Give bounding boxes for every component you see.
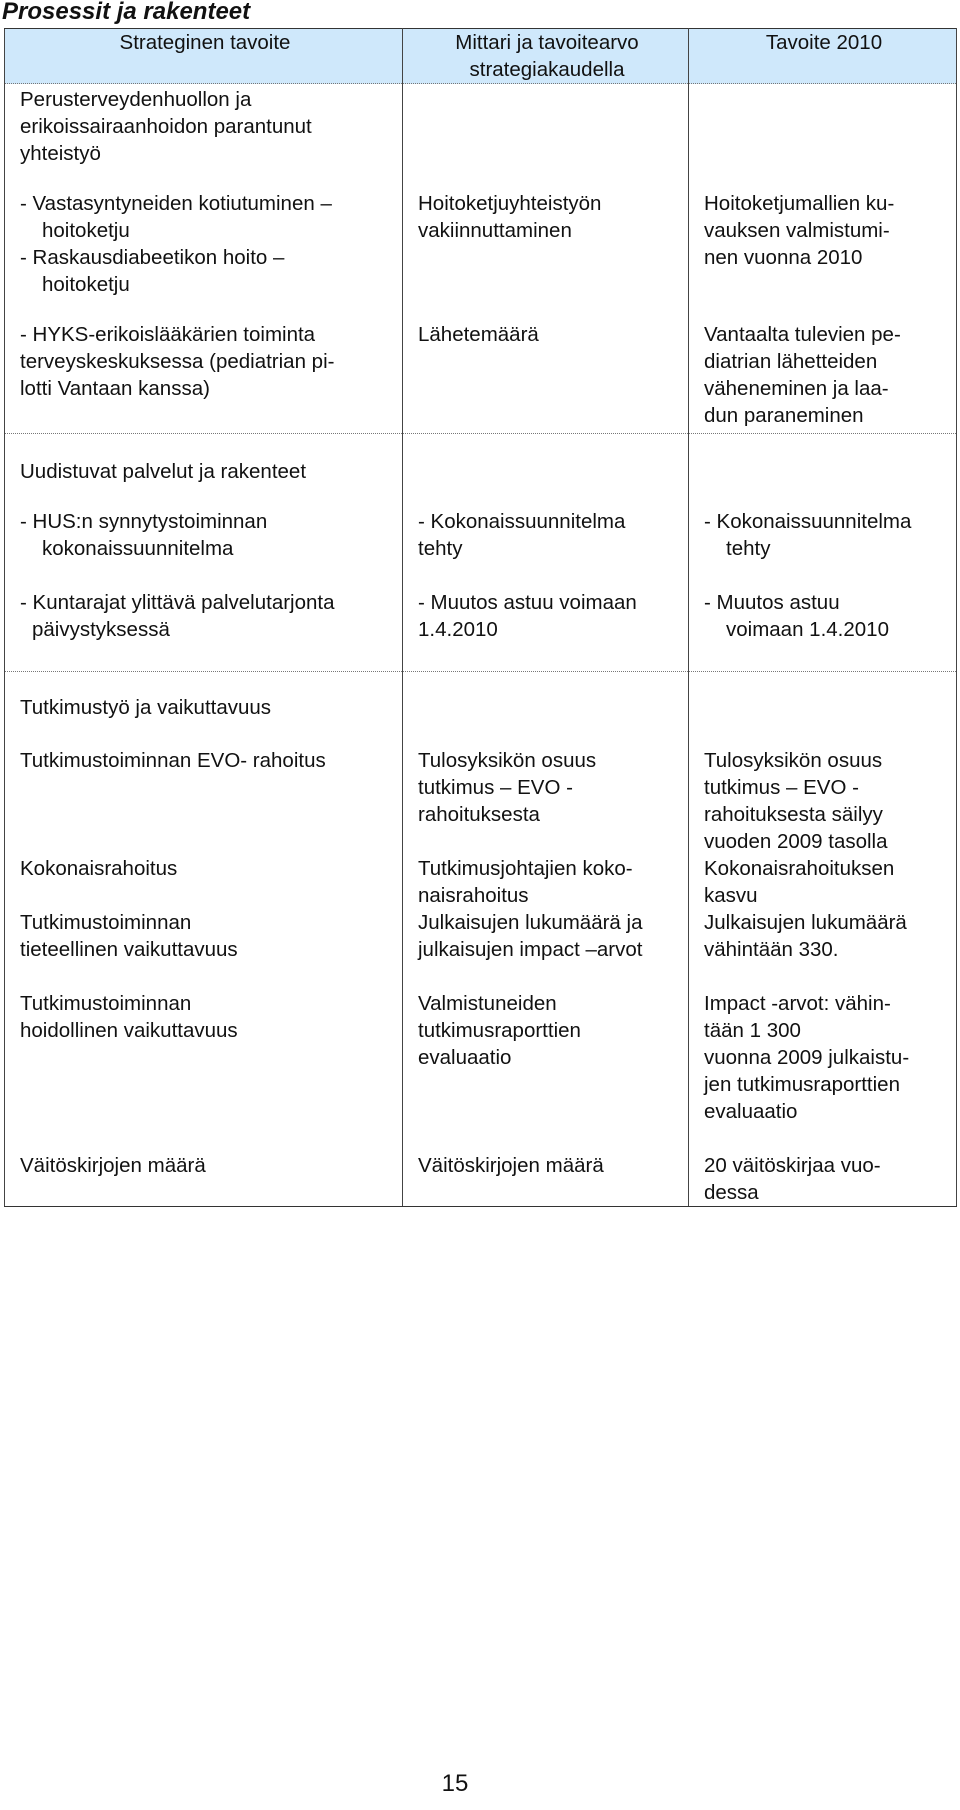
metric-cell: [403, 508, 689, 589]
text-line: tutkimus – EVO -: [704, 776, 859, 799]
text-line: vuoden 2009 tasolla: [704, 830, 888, 853]
text-line: voimaan 1.4.2010: [726, 618, 889, 641]
text-line: hoitoketju: [42, 219, 130, 242]
page-title: Prosessit ja rakenteet: [2, 0, 251, 25]
heading-line: Perusterveydenhuollon ja: [20, 88, 252, 111]
target-cell: [689, 909, 957, 990]
table-row: [5, 747, 957, 855]
text-line: kasvu: [704, 884, 758, 907]
metric-cell: [403, 990, 689, 1152]
table-row: [5, 321, 957, 434]
strategy-table: [4, 28, 957, 1207]
table-row: [5, 909, 957, 990]
target-cell: [689, 589, 957, 672]
heading-line: yhteistyö: [20, 142, 101, 165]
text-line: Valmistuneiden: [418, 992, 557, 1015]
goal-cell: [5, 321, 403, 434]
text-line: vakiinnuttaminen: [418, 219, 572, 242]
section-heading-row: [5, 434, 957, 509]
text-line: Tulosyksikön osuus: [418, 749, 597, 772]
target-cell: [689, 747, 957, 855]
text-line: naisrahoitus: [418, 884, 529, 907]
target-cell: [689, 1152, 957, 1207]
text-line: evaluaatio: [418, 1046, 512, 1069]
table-row: [5, 589, 957, 672]
metric-cell: [403, 190, 689, 321]
metric-cell: [403, 855, 689, 909]
text-line: evaluaatio: [704, 1100, 798, 1123]
section-heading-row: [5, 84, 957, 191]
text-line: Väitöskirjojen määrä: [20, 1154, 206, 1177]
heading-line: Tutkimustyö ja vaikuttavuus: [20, 696, 272, 719]
metric-cell: [403, 1152, 689, 1207]
section-heading-research: [5, 672, 403, 748]
text-line: tutkimusraporttien: [418, 1019, 581, 1042]
table-row: [5, 855, 957, 909]
heading-line: erikoissairaanhoidon parantunut: [20, 115, 312, 138]
header-metric-line-1: Mittari ja tavoitearvo: [455, 31, 639, 54]
goal-cell: [5, 508, 403, 589]
text-line: Kokonaisrahoitus: [20, 857, 178, 880]
text-line: 1.4.2010: [418, 618, 498, 641]
text-line: tehty: [418, 537, 463, 560]
text-line: Vantaalta tulevien pe-: [704, 323, 901, 346]
text-line: - HYKS-erikoislääkärien toiminta: [20, 323, 316, 346]
text-line: tieteellinen vaikuttavuus: [20, 938, 238, 961]
section-heading-services: [5, 434, 403, 509]
target-cell: [689, 508, 957, 589]
text-line: - Kuntarajat ylittävä palvelutarjonta: [20, 591, 335, 614]
header-strategic-goal-label: Strateginen tavoite: [119, 31, 291, 54]
metric-cell: [403, 589, 689, 672]
goal-cell: [5, 990, 403, 1152]
metric-cell: [403, 909, 689, 990]
text-line: dessa: [704, 1181, 759, 1204]
goal-cell: [5, 190, 403, 321]
metric-cell: [403, 747, 689, 855]
text-line: Tutkimusjohtajien koko-: [418, 857, 633, 880]
goal-cell: [5, 909, 403, 990]
page-number: 15: [441, 1770, 469, 1797]
text-line: vuonna 2009 julkaistu-: [704, 1046, 910, 1069]
text-line: Tutkimustoiminnan EVO- rahoitus: [20, 749, 326, 772]
header-target-label: Tavoite 2010: [765, 31, 883, 54]
text-line: päivystyksessä: [32, 618, 170, 641]
text-line: tehty: [726, 537, 771, 560]
goal-cell: [5, 1152, 403, 1207]
header-metric: [403, 29, 689, 84]
text-line: Julkaisujen lukumäärä ja: [418, 911, 643, 934]
text-line: Lähetemäärä: [418, 323, 539, 346]
section-heading-row: [5, 672, 957, 748]
text-line: - Raskausdiabeetikon hoito –: [20, 246, 285, 269]
text-line: kokonaissuunnitelma: [42, 537, 234, 560]
text-line: Julkaisujen lukumäärä: [704, 911, 907, 934]
goal-cell: [5, 589, 403, 672]
header-strategic-goal: [5, 29, 403, 84]
text-line: - Muutos astuu voimaan: [418, 591, 637, 614]
text-line: nen vuonna 2010: [704, 246, 863, 269]
text-line: - Muutos astuu: [704, 591, 840, 614]
text-line: hoitoketju: [42, 273, 130, 296]
section-heading-cooperation: [5, 84, 403, 191]
text-line: Kokonaisrahoituksen: [704, 857, 895, 880]
text-line: diatrian lähetteiden: [704, 350, 878, 373]
text-line: 20 väitöskirjaa vuo-: [704, 1154, 881, 1177]
text-line: Impact -arvot: vähin-: [704, 992, 891, 1015]
text-line: julkaisujen impact –arvot: [418, 938, 643, 961]
text-line: terveyskeskuksessa (pediatrian pi-: [20, 350, 335, 373]
text-line: rahoituksesta säilyy: [704, 803, 883, 826]
table-row: [5, 990, 957, 1152]
target-cell: [689, 321, 957, 434]
text-line: jen tutkimusraporttien: [704, 1073, 900, 1096]
text-line: Hoitoketjuyhteistyön: [418, 192, 602, 215]
text-line: Tulosyksikön osuus: [704, 749, 883, 772]
text-line: väheneminen ja laa-: [704, 377, 889, 400]
text-line: rahoituksesta: [418, 803, 540, 826]
table-row: [5, 190, 957, 321]
text-line: hoidollinen vaikuttavuus: [20, 1019, 238, 1042]
text-line: lotti Vantaan kanssa): [20, 377, 210, 400]
text-line: - Kokonaissuunnitelma: [418, 510, 626, 533]
text-line: dun paraneminen: [704, 404, 864, 427]
text-line: - HUS:n synnytystoiminnan: [20, 510, 268, 533]
target-cell: [689, 855, 957, 909]
text-line: Väitöskirjojen määrä: [418, 1154, 604, 1177]
text-line: - Kokonaissuunnitelma: [704, 510, 912, 533]
text-line: Tutkimustoiminnan: [20, 992, 192, 1015]
header-metric-line-2: strategiakaudella: [469, 58, 625, 81]
goal-cell: [5, 855, 403, 909]
header-target-2010: [689, 29, 957, 84]
text-line: Tutkimustoiminnan: [20, 911, 192, 934]
text-line: tutkimus – EVO -: [418, 776, 573, 799]
target-cell: [689, 990, 957, 1152]
text-line: vähintään 330.: [704, 938, 839, 961]
goal-cell: [5, 747, 403, 855]
text-line: vauksen valmistumi-: [704, 219, 890, 242]
table-row: [5, 508, 957, 589]
text-line: tään 1 300: [704, 1019, 801, 1042]
table-row: [5, 1152, 957, 1207]
target-cell: [689, 190, 957, 321]
text-line: Hoitoketjumallien ku-: [704, 192, 895, 215]
metric-cell: [403, 321, 689, 434]
text-line: - Vastasyntyneiden kotiutuminen –: [20, 192, 332, 215]
heading-line: Uudistuvat palvelut ja rakenteet: [20, 460, 307, 483]
header-row: [5, 29, 957, 84]
